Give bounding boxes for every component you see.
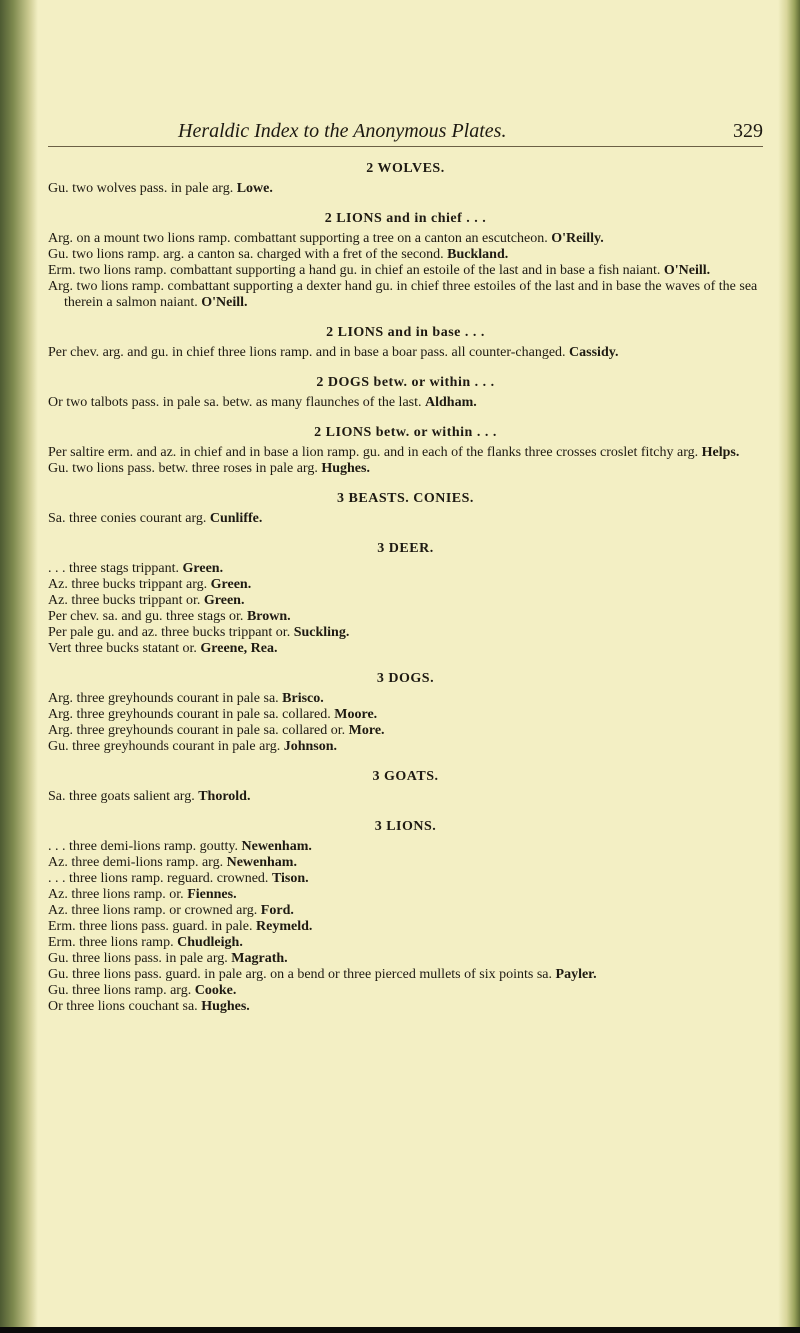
blazon-text: Gu. three lions pass. guard. in pale arg. on a bend or three pierced mullets of six points sa. [48,967,553,982]
blazon-text: Gu. two wolves pass. in pale arg. [48,181,234,196]
blazon-text: Sa. three conies courant arg. [48,511,207,526]
blazon-entry [48,609,763,625]
blazon-entry [48,789,763,805]
blazon-entry [48,561,763,577]
blazon-entry [48,855,763,871]
blazon-text: Arg. three greyhounds courant in pale sa. collared. [48,707,331,722]
family-name: Cooke. [194,983,237,998]
blazon-entry [48,461,763,477]
blazon-entry [48,887,763,903]
blazon-text: Arg. two lions ramp. combattant supporting a dexter hand gu. in chief three estoiles of the last and in base the waves of the sea therein a salmon naiant. [48,279,758,310]
index-section [48,375,763,411]
blazon-entry [48,231,763,247]
family-name: Brisco. [282,691,324,706]
blazon-entry [48,739,763,755]
blazon-text: Gu. three lions ramp. arg. [48,983,192,998]
family-name: Fiennes. [187,887,237,902]
blazon-text: Sa. three goats salient arg. [48,789,195,804]
family-name: More. [348,723,385,738]
blazon-text: Or two talbots pass. in pale sa. betw. as many flaunches of the last. [48,395,422,410]
blazon-text: Gu. three greyhounds courant in pale arg. [48,739,281,754]
blazon-entry [48,395,763,411]
family-name: Moore. [334,707,378,722]
family-name: Lowe. [236,181,273,196]
blazon-text: Per pale gu. and az. three bucks trippant or. [48,625,291,640]
blazon-entry [48,951,763,967]
section-heading: 2 LIONS betw. or within . . . [314,425,497,440]
blazon-text: Az. three bucks trippant or. [48,593,201,608]
blazon-entry [48,279,763,311]
blazon-text: Erm. two lions ramp. combattant supporting a hand gu. in chief an estoile of the last and in base a fish naiant. [48,263,661,278]
blazon-entry [48,641,763,657]
page-edge-right [778,0,800,1333]
index-section [48,541,763,657]
index-section [48,161,763,197]
blazon-entry [48,723,763,739]
index-section [48,211,763,311]
index-section [48,425,763,477]
blazon-entry [48,625,763,641]
blazon-text: . . . three stags trippant. [48,561,180,576]
blazon-text: Vert three bucks statant or. [48,641,197,656]
index-section [48,491,763,527]
blazon-entry [48,691,763,707]
section-heading: 2 DOGS betw. or within . . . [316,375,495,390]
family-name: Aldham. [425,395,477,410]
family-name: O'Reilly. [551,231,604,246]
running-header [48,120,763,147]
running-title: Heraldic Index to the Anonymous Plates. [178,120,507,142]
blazon-entry [48,903,763,919]
family-name: O'Neill. [201,295,248,310]
blazon-entry [48,999,763,1015]
blazon-text: Gu. three lions pass. in pale arg. [48,951,228,966]
blazon-entry [48,263,763,279]
family-name: Green. [182,561,224,576]
family-name: O'Neill. [663,263,711,278]
index-section [48,769,763,805]
family-name: Hughes. [321,461,370,476]
blazon-entry [48,707,763,723]
blazon-text: Az. three lions ramp. or crowned arg. [48,903,258,918]
family-name: Greene, Rea. [200,641,278,656]
blazon-entry [48,577,763,593]
family-name: Tison. [271,871,309,886]
blazon-entry [48,181,763,197]
blazon-text: Gu. two lions ramp. arg. a canton sa. charged with a fret of the second. [48,247,444,262]
family-name: Johnson. [283,739,338,754]
section-heading: 3 BEASTS. CONIES. [337,491,474,506]
section-heading: 3 DOGS. [376,671,435,686]
index-section [48,819,763,1015]
blazon-entry [48,983,763,999]
blazon-text: Az. three lions ramp. or. [48,887,184,902]
blazon-text: Az. three demi-lions ramp. arg. [48,855,224,870]
page-edge-left [0,0,38,1333]
blazon-text: Az. three bucks trippant arg. [48,577,208,592]
blazon-text: Arg. on a mount two lions ramp. combattant supporting a tree on a canton an escutcheon. [48,231,548,246]
blazon-text: Arg. three greyhounds courant in pale sa. collared or. [48,723,346,738]
blazon-entry [48,247,763,263]
blazon-entry [48,871,763,887]
family-name: Chudleigh. [177,935,243,950]
page-bottom-edge [0,1327,800,1333]
family-name: Thorold. [198,789,251,804]
family-name: Magrath. [231,951,288,966]
book-page [48,120,763,1029]
section-heading: 3 GOATS. [372,769,439,784]
family-name: Cunliffe. [209,511,263,526]
blazon-entry [48,445,763,461]
blazon-text: Erm. three lions pass. guard. in pale. [48,919,253,934]
family-name: Green. [203,593,245,608]
section-heading: 2 LIONS and in chief . . . [324,211,487,226]
family-name: Hughes. [201,999,250,1014]
section-heading: 2 LIONS and in base . . . [326,325,485,340]
blazon-entry [48,593,763,609]
family-name: Reymeld. [256,919,313,934]
section-heading: 2 WOLVES. [366,161,445,176]
index-section [48,325,763,361]
family-name: Brown. [246,609,291,624]
blazon-entry [48,511,763,527]
family-name: Helps. [701,445,740,460]
section-heading: 3 DEER. [377,541,434,556]
blazon-text: . . . three demi-lions ramp. goutty. [48,839,238,854]
family-name: Cassidy. [569,345,619,360]
blazon-text: Per chev. arg. and gu. in chief three lions ramp. and in base a boar pass. all counter-changed. [48,345,566,360]
section-heading: 3 LIONS. [374,819,437,834]
family-name: Green. [210,577,252,592]
family-name: Payler. [555,967,597,982]
family-name: Newenham. [226,855,297,870]
family-name: Buckland. [447,247,509,262]
index-section [48,671,763,755]
blazon-text: Gu. two lions pass. betw. three roses in pale arg. [48,461,318,476]
family-name: Suckling. [293,625,350,640]
blazon-text: Arg. three greyhounds courant in pale sa. [48,691,279,706]
blazon-entry [48,919,763,935]
page-number: 329 [733,120,763,142]
blazon-text: Per chev. sa. and gu. three stags or. [48,609,244,624]
blazon-entry [48,967,763,983]
family-name: Newenham. [241,839,312,854]
blazon-entry [48,345,763,361]
family-name: Ford. [260,903,294,918]
blazon-text: Erm. three lions ramp. [48,935,174,950]
index-content [48,161,763,1015]
blazon-entry [48,839,763,855]
blazon-text: . . . three lions ramp. reguard. crowned. [48,871,269,886]
blazon-text: Or three lions couchant sa. [48,999,198,1014]
blazon-entry [48,935,763,951]
blazon-text: Per saltire erm. and az. in chief and in base a lion ramp. gu. and in each of the flanks three crosses croslet fitchy arg. [48,445,699,460]
